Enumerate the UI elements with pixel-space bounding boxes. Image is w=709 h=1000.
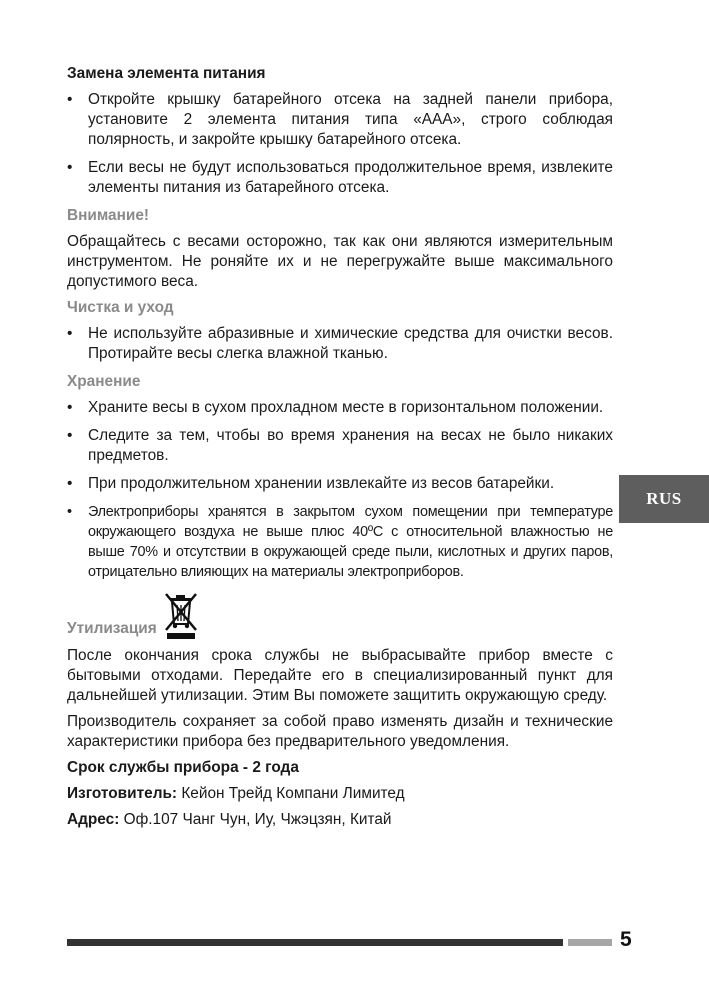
warning-text: Обращайтесь с весами осторожно, так как они являются измерительным инструментом. Не роняйте их и не перегружайте выше максимального допустимого веса. xyxy=(67,233,613,290)
footer-bar-light xyxy=(568,939,612,946)
list-item: • Откройте крышку батарейного отсека на задней панели прибора, установите 2 элемента питания типа «ААА», строго соблюдая полярность, и закройте крышку батарейного отсека. xyxy=(67,90,613,150)
disposal-heading-row xyxy=(67,590,613,640)
list-item: • Не используйте абразивные и химические средства для очистки весов. Протирайте весы слегка влажной тканью. xyxy=(67,324,613,364)
manufacturer-line xyxy=(67,784,613,804)
address-line xyxy=(67,810,613,830)
battery-heading: Замена элемента питания xyxy=(67,65,266,82)
rights-notice: Производитель сохраняет за собой право изменять дизайн и технические характеристики прибора без предварительного уведомления. xyxy=(67,713,613,750)
battery-list xyxy=(67,90,613,198)
crossed-bin-icon xyxy=(161,592,201,640)
manufacturer-label: Изготовитель: xyxy=(67,785,178,802)
list-item: • Храните весы в сухом прохладном месте в горизонтальном положении. xyxy=(67,398,613,418)
address-value: Оф.107 Чанг Чун, Иу, Чжэцзян, Китай xyxy=(119,811,392,828)
disposal-heading: Утилизация xyxy=(67,620,157,637)
page-content xyxy=(67,64,613,836)
cleaning-list xyxy=(67,324,613,364)
address-label: Адрес: xyxy=(67,811,120,828)
page-number: 5 xyxy=(620,928,632,951)
footer-bar-dark xyxy=(67,939,563,946)
list-item: • Следите за тем, чтобы во время хранения на весах не было никаких предметов. xyxy=(67,426,613,466)
list-item: • Электроприборы хранятся в закрытом сухом помещении при температуре окружающего воздуха не выше плюс 40ºС с относительной влажностью не выше 70% и отсутствии в окружающей среде пыли, кислотных и других паров, отрицательно влияющих на материалы электроприборов. xyxy=(67,502,613,582)
list-item: • При продолжительном хранении извлекайте из весов батарейки. xyxy=(67,474,613,494)
storage-heading: Хранение xyxy=(67,373,141,390)
service-life-text: Срок службы прибора - 2 года xyxy=(67,759,299,776)
language-tab: RUS xyxy=(619,475,709,523)
list-item: • Если весы не будут использоваться продолжительное время, извлеките элементы питания из батарейного отсека. xyxy=(67,158,613,198)
cleaning-heading: Чистка и уход xyxy=(67,299,174,316)
storage-list xyxy=(67,398,613,582)
manufacturer-value: Кейон Трейд Компани Лимитед xyxy=(177,785,405,802)
service-life xyxy=(67,758,613,778)
disposal-text: После окончания срока службы не выбрасывайте прибор вместе с бытовыми отходами. Передайте его в специализированный пункт для дальнейшей утилизации. Этим Вы поможете защитить окружающую среду. xyxy=(67,647,613,704)
warning-heading: Внимание! xyxy=(67,207,150,224)
